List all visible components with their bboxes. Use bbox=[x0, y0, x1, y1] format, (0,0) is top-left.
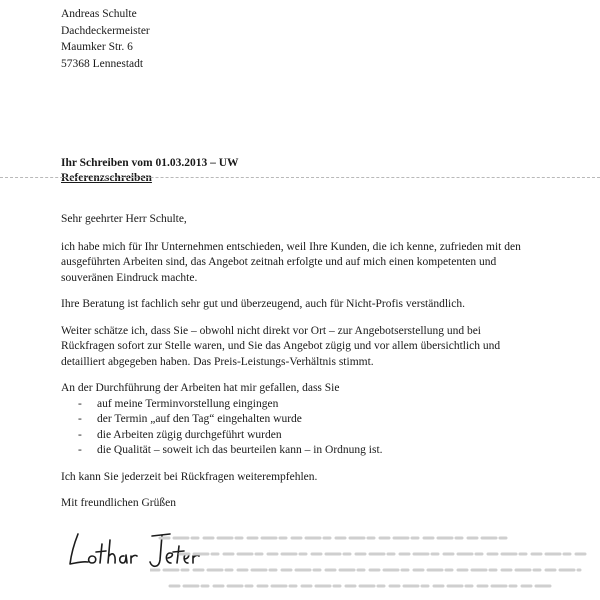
sender-title: Dachdeckermeister bbox=[61, 24, 150, 37]
sender-street: Maumker Str. 6 bbox=[61, 41, 133, 53]
subject-reference: Referenzschreiben bbox=[61, 172, 152, 184]
bleed-through-text bbox=[150, 530, 600, 600]
subject-block bbox=[61, 156, 239, 186]
closing: Mit freundlichen Grüßen bbox=[61, 497, 176, 509]
salutation: Sehr geehrter Herr Schulte, bbox=[61, 213, 187, 225]
list-item: - der Termin „auf den Tag“ eingehalten wurde bbox=[61, 412, 537, 428]
letter-body bbox=[61, 212, 537, 512]
paragraph-4: Ich kann Sie jederzeit bei Rückfragen weiterempfehlen. bbox=[61, 470, 318, 483]
list-item: - die Arbeiten zügig durchgeführt wurden bbox=[61, 428, 537, 444]
paragraph-2: Ihre Beratung ist fachlich sehr gut und überzeugend, auch für Nicht-Profis verständlich. bbox=[61, 298, 465, 310]
paragraph-1: ich habe mich für Ihr Unternehmen entschieden, weil Ihre Kunden, die ich kenne, zufrieden mit den ausgeführten Arbeiten sind, das Angebot zeitnah erfolgte und auf mich einen kompetenten und souveränen Eindruck machte. bbox=[61, 240, 521, 284]
praise-list bbox=[61, 397, 537, 459]
paragraph-3: Weiter schätze ich, dass Sie – obwohl nicht direkt vor Ort – zur Angebotserstellung und bei Rückfragen sofort zur Stelle waren, und Sie das Angebot zügig und vor allem übersichtlich und detailliert abgegeben haben. Das Preis-Leistungs-Verhältnis stimmt. bbox=[61, 324, 501, 368]
list-item: - auf meine Terminvorstellung eingingen bbox=[61, 397, 537, 413]
fold-line bbox=[0, 177, 600, 178]
sender-address bbox=[61, 6, 150, 72]
list-item: - die Qualität – soweit ich das beurteilen kann – in Ordnung ist. bbox=[61, 443, 537, 459]
sender-city: 57368 Lennestadt bbox=[61, 57, 144, 70]
sender-name: Andreas Schulte bbox=[61, 8, 137, 20]
subject-line: Ihr Schreiben vom 01.03.2013 – UW bbox=[61, 157, 239, 169]
list-intro: An der Durchführung der Arbeiten hat mir gefallen, dass Sie bbox=[61, 382, 340, 394]
